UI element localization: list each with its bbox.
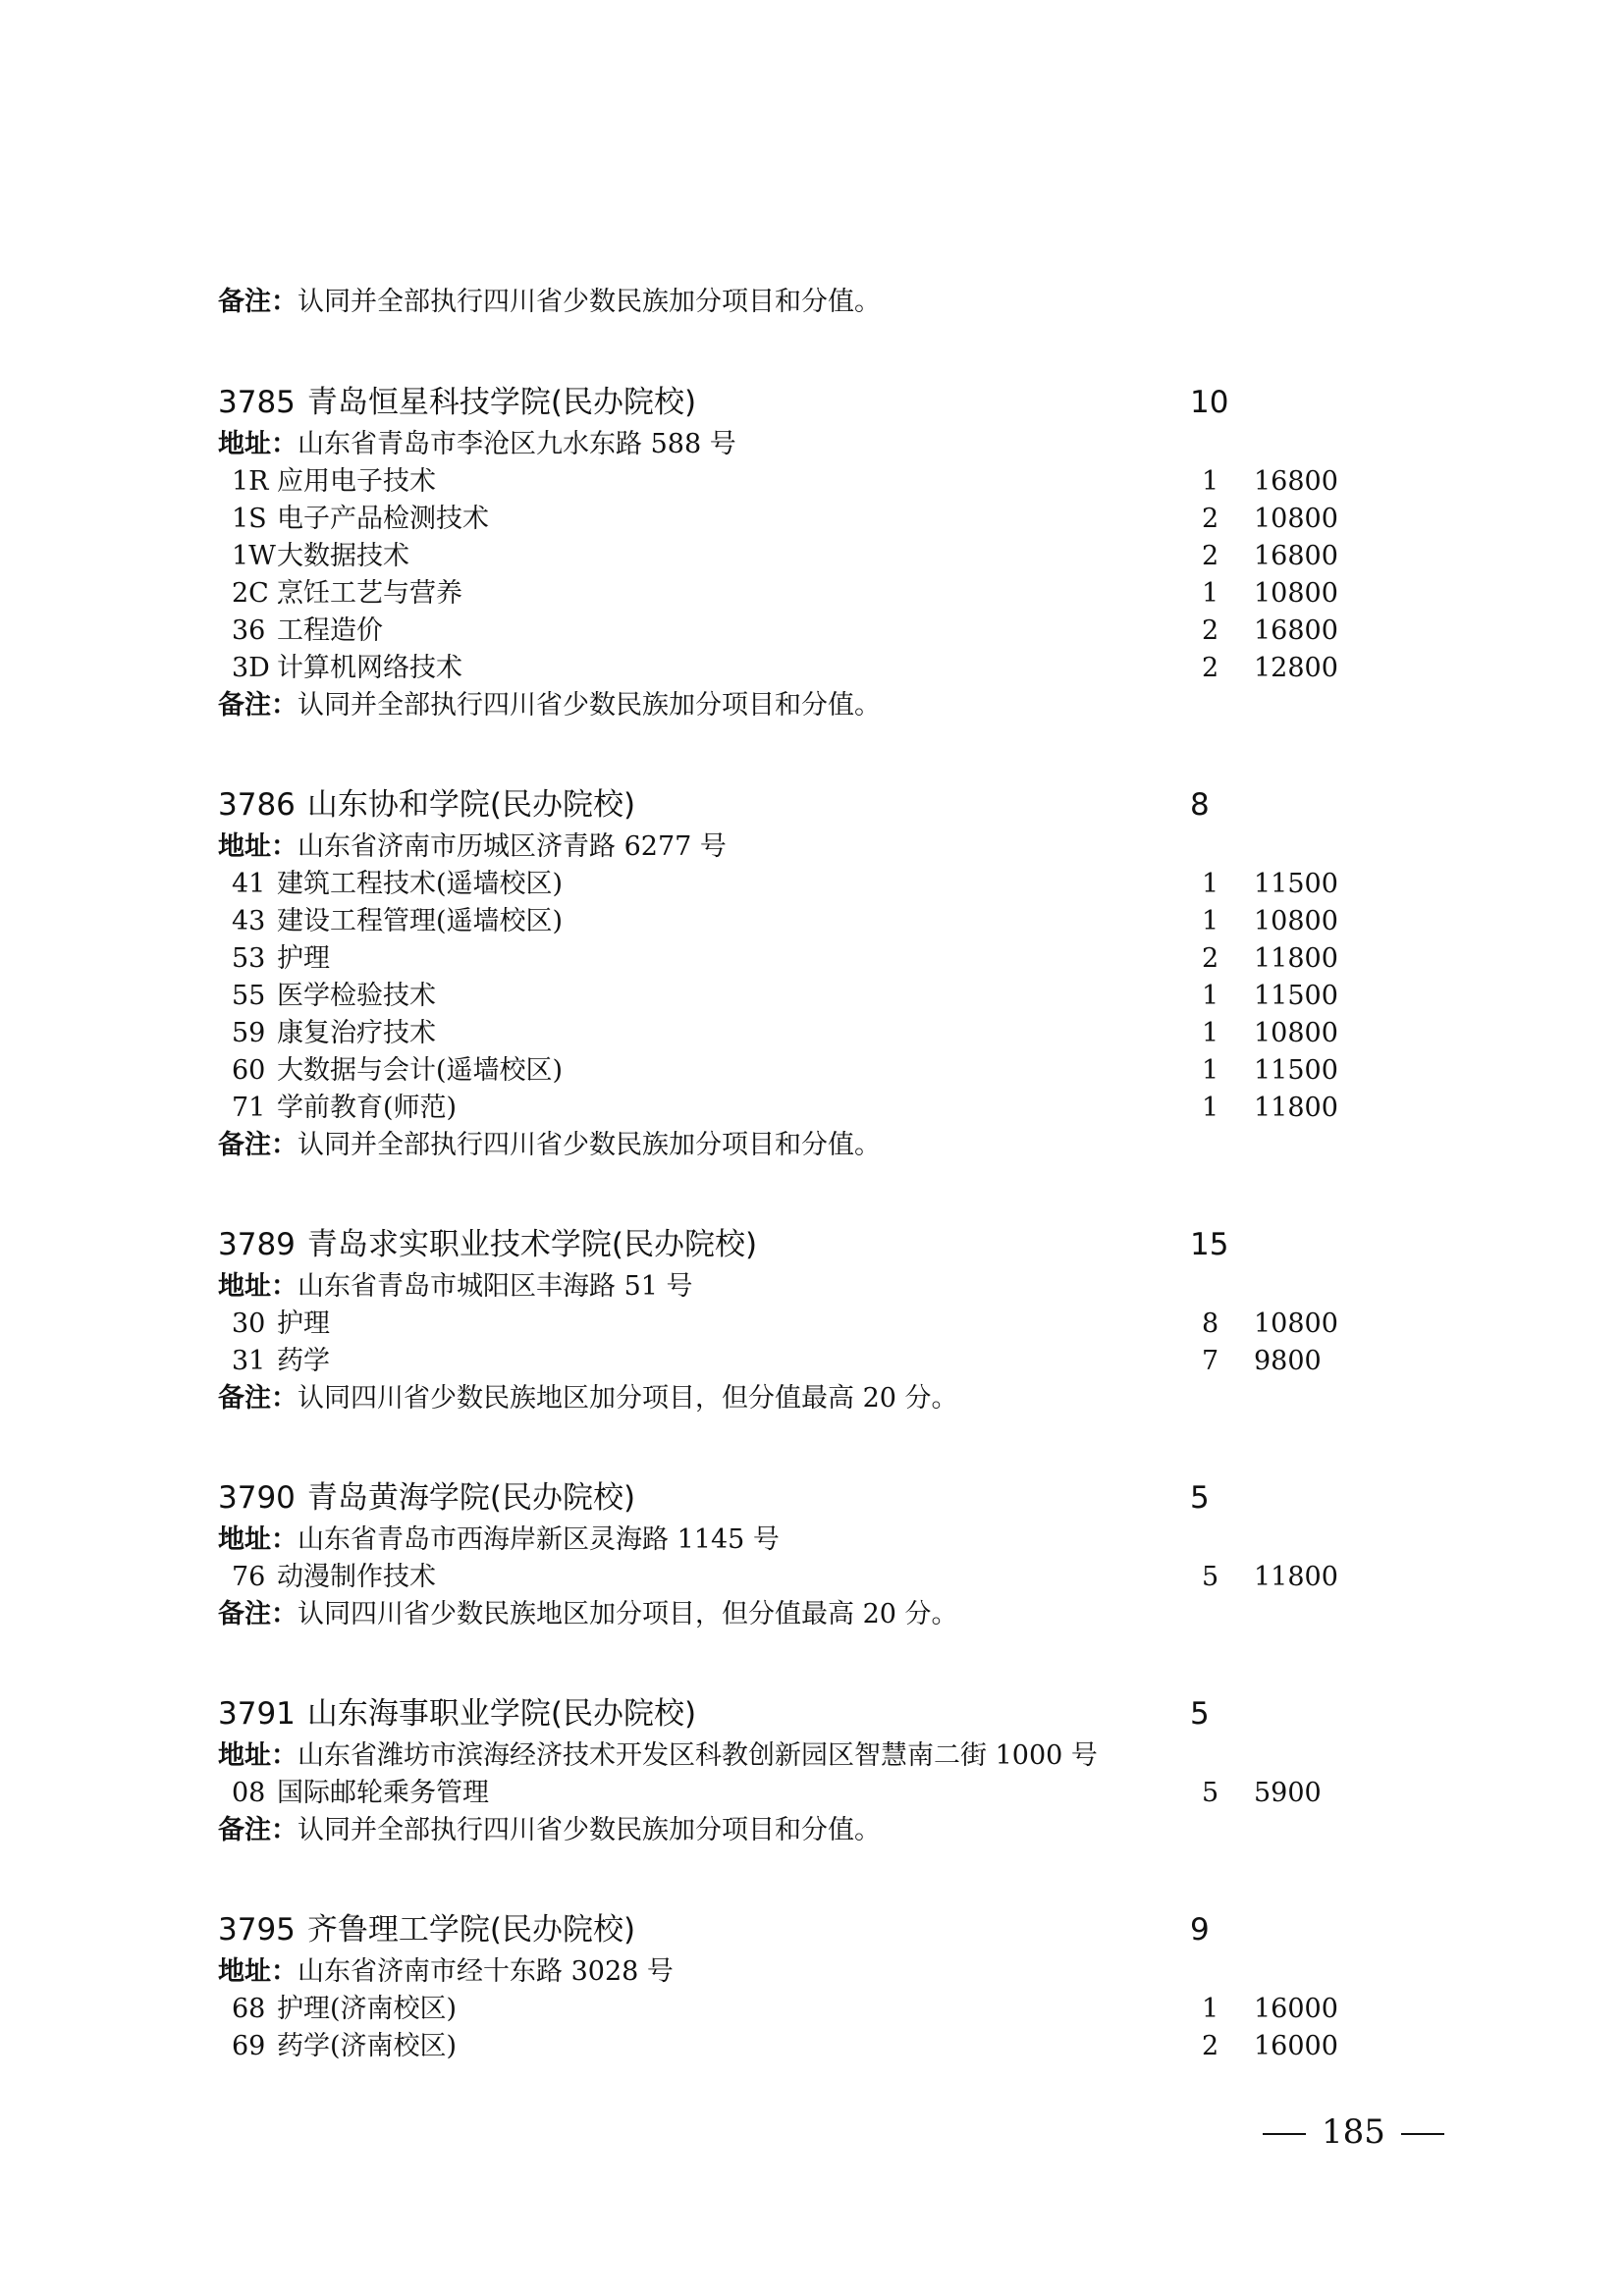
major-row	[218, 1015, 1337, 1052]
major-code: 30	[232, 1308, 266, 1339]
major-tuition: 10800	[1254, 504, 1338, 534]
major-tuition: 16800	[1254, 466, 1338, 497]
major-name: 大数据技术	[277, 541, 409, 571]
school-name: 山东协和学院(民办院校)	[306, 787, 636, 823]
school-name: 青岛黄海学院(民办院校)	[306, 1480, 636, 1516]
major-quota: 1	[1202, 1994, 1219, 2024]
major-tuition: 10800	[1254, 906, 1338, 936]
school-quota: 8	[1190, 787, 1210, 823]
major-quota: 8	[1202, 1308, 1219, 1339]
major-code: 43	[232, 906, 266, 936]
major-tuition: 11500	[1254, 869, 1338, 899]
school-code: 3789	[218, 1227, 296, 1262]
major-name: 学前教育(师范)	[277, 1093, 458, 1123]
major-tuition: 9800	[1254, 1346, 1322, 1376]
major-row	[218, 538, 1337, 575]
major-quota: 1	[1202, 869, 1219, 899]
major-tuition: 10800	[1254, 578, 1338, 609]
note-text: 认同并全部执行四川省少数民族加分项目和分值。	[298, 1815, 881, 1845]
major-name: 康复治疗技术	[277, 1018, 436, 1048]
school-header	[218, 1690, 1337, 1737]
page-content	[218, 283, 1337, 2065]
school-header	[218, 1474, 1337, 1522]
major-quota: 5	[1202, 1778, 1219, 1808]
major-code: 1W	[232, 541, 276, 571]
address-text: 山东省青岛市城阳区丰海路 51 号	[298, 1271, 693, 1302]
note-label: 备注：	[218, 1130, 298, 1160]
major-row	[218, 1559, 1337, 1596]
note-label: 备注：	[218, 1815, 298, 1845]
major-tuition: 16000	[1254, 2031, 1338, 2061]
major-row	[218, 1052, 1337, 1090]
address-text: 山东省济南市经十东路 3028 号	[298, 1956, 674, 1987]
school-code: 3791	[218, 1696, 296, 1732]
address-text: 山东省潍坊市滨海经济技术开发区科教创新园区智慧南二街 1000 号	[298, 1740, 1098, 1771]
major-row	[218, 575, 1337, 613]
school-list	[218, 379, 1337, 2065]
major-name: 护理(济南校区)	[277, 1994, 458, 2024]
note-text: 认同四川省少数民族地区加分项目，但分值最高 20 分。	[298, 1383, 958, 1414]
school-address	[218, 1268, 1337, 1306]
page-number: 185	[1322, 2112, 1385, 2152]
major-quota: 1	[1202, 1093, 1219, 1123]
school-code: 3786	[218, 787, 296, 823]
major-code: 71	[232, 1093, 266, 1123]
major-tuition: 11500	[1254, 1055, 1338, 1086]
major-row	[218, 613, 1337, 650]
major-row	[218, 650, 1337, 687]
address-label: 地址：	[218, 1271, 298, 1302]
major-code: 36	[232, 615, 266, 646]
major-tuition: 16800	[1254, 541, 1338, 571]
school-entry	[218, 379, 1337, 724]
note-label: 备注：	[218, 287, 298, 317]
school-entry	[218, 1690, 1337, 1849]
major-quota: 5	[1202, 1562, 1219, 1592]
page-footer	[1247, 2110, 1460, 2154]
major-row	[218, 978, 1337, 1015]
major-row	[218, 463, 1337, 501]
major-code: 31	[232, 1346, 266, 1376]
major-code: 60	[232, 1055, 266, 1086]
major-tuition: 11500	[1254, 981, 1338, 1011]
major-code: 08	[232, 1778, 266, 1808]
major-name: 国际邮轮乘务管理	[277, 1778, 489, 1808]
school-code: 3785	[218, 385, 296, 420]
school-header	[218, 379, 1337, 426]
address-text: 山东省青岛市李沧区九水东路 588 号	[298, 429, 736, 459]
school-address	[218, 1953, 1337, 1991]
school-address	[218, 828, 1337, 866]
school-note	[218, 1812, 1337, 1849]
note-label: 备注：	[218, 690, 298, 721]
major-row	[218, 1090, 1337, 1127]
major-row	[218, 1775, 1337, 1812]
major-name: 工程造价	[277, 615, 383, 646]
major-name: 应用电子技术	[277, 466, 436, 497]
school-name: 齐鲁理工学院(民办院校)	[306, 1912, 636, 1948]
school-entry	[218, 1221, 1337, 1417]
school-header	[218, 781, 1337, 828]
note-text: 认同并全部执行四川省少数民族加分项目和分值。	[298, 287, 881, 317]
major-quota: 1	[1202, 906, 1219, 936]
major-name: 建筑工程技术(遥墙校区)	[277, 869, 564, 899]
major-name: 大数据与会计(遥墙校区)	[277, 1055, 564, 1086]
major-quota: 1	[1202, 578, 1219, 609]
school-header	[218, 1221, 1337, 1268]
school-code: 3795	[218, 1912, 296, 1948]
major-tuition: 10800	[1254, 1308, 1338, 1339]
major-name: 烹饪工艺与营养	[277, 578, 462, 609]
footer-dash-left	[1263, 2133, 1306, 2135]
major-name: 动漫制作技术	[277, 1562, 436, 1592]
note-label: 备注：	[218, 1599, 298, 1629]
major-tuition: 16000	[1254, 1994, 1338, 2024]
major-code: 55	[232, 981, 266, 1011]
major-quota: 2	[1202, 541, 1219, 571]
major-code: 68	[232, 1994, 266, 2024]
school-address	[218, 1522, 1337, 1559]
school-name: 青岛求实职业技术学院(民办院校)	[306, 1227, 758, 1262]
note-text: 认同四川省少数民族地区加分项目，但分值最高 20 分。	[298, 1599, 958, 1629]
address-label: 地址：	[218, 831, 298, 862]
major-tuition: 11800	[1254, 1093, 1338, 1123]
major-tuition: 10800	[1254, 1018, 1338, 1048]
major-quota: 7	[1202, 1346, 1219, 1376]
school-quota: 10	[1190, 385, 1229, 420]
address-label: 地址：	[218, 429, 298, 459]
major-code: 69	[232, 2031, 266, 2061]
address-text: 山东省济南市历城区济青路 6277 号	[298, 831, 727, 862]
address-label: 地址：	[218, 1524, 298, 1555]
major-tuition: 11800	[1254, 1562, 1338, 1592]
major-code: 1S	[232, 504, 267, 534]
major-code: 41	[232, 869, 266, 899]
major-quota: 2	[1202, 943, 1219, 974]
school-entry	[218, 1906, 1337, 2065]
major-row	[218, 940, 1337, 978]
major-quota: 2	[1202, 504, 1219, 534]
school-note	[218, 1380, 1337, 1417]
major-name: 医学检验技术	[277, 981, 436, 1011]
major-code: 59	[232, 1018, 266, 1048]
school-quota: 15	[1190, 1227, 1229, 1262]
school-entry	[218, 1474, 1337, 1633]
major-name: 护理	[277, 1308, 330, 1339]
school-quota: 5	[1190, 1480, 1210, 1516]
school-note	[218, 1596, 1337, 1633]
major-name: 电子产品检测技术	[277, 504, 489, 534]
major-tuition: 16800	[1254, 615, 1338, 646]
note-text: 认同并全部执行四川省少数民族加分项目和分值。	[298, 690, 881, 721]
address-label: 地址：	[218, 1740, 298, 1771]
school-quota: 5	[1190, 1696, 1210, 1732]
major-row	[218, 1343, 1337, 1380]
school-quota: 9	[1190, 1912, 1210, 1948]
school-address	[218, 426, 1337, 463]
school-address	[218, 1737, 1337, 1775]
major-row	[218, 1991, 1337, 2028]
major-quota: 2	[1202, 615, 1219, 646]
top-note	[218, 283, 1337, 322]
major-row	[218, 903, 1337, 940]
school-name: 青岛恒星科技学院(民办院校)	[306, 385, 697, 420]
school-code: 3790	[218, 1480, 296, 1516]
school-header	[218, 1906, 1337, 1953]
major-quota: 2	[1202, 2031, 1219, 2061]
note-label: 备注：	[218, 1383, 298, 1414]
major-name: 计算机网络技术	[277, 653, 462, 683]
school-name: 山东海事职业学院(民办院校)	[306, 1696, 697, 1732]
major-name: 建设工程管理(遥墙校区)	[277, 906, 564, 936]
major-quota: 1	[1202, 981, 1219, 1011]
major-quota: 1	[1202, 1018, 1219, 1048]
major-row	[218, 501, 1337, 538]
major-tuition: 11800	[1254, 943, 1338, 974]
major-quota: 1	[1202, 466, 1219, 497]
major-code: 3D	[232, 653, 270, 683]
school-note	[218, 687, 1337, 724]
major-quota: 2	[1202, 653, 1219, 683]
major-tuition: 5900	[1254, 1778, 1322, 1808]
major-row	[218, 866, 1337, 903]
school-note	[218, 1127, 1337, 1164]
school-entry	[218, 781, 1337, 1164]
major-row	[218, 2028, 1337, 2065]
note-text: 认同并全部执行四川省少数民族加分项目和分值。	[298, 1130, 881, 1160]
address-text: 山东省青岛市西海岸新区灵海路 1145 号	[298, 1524, 780, 1555]
major-code: 53	[232, 943, 266, 974]
major-row	[218, 1306, 1337, 1343]
major-name: 护理	[277, 943, 330, 974]
footer-dash-right	[1401, 2133, 1444, 2135]
major-quota: 1	[1202, 1055, 1219, 1086]
major-code: 76	[232, 1562, 266, 1592]
major-name: 药学	[277, 1346, 330, 1376]
major-code: 2C	[232, 578, 269, 609]
major-name: 药学(济南校区)	[277, 2031, 458, 2061]
address-label: 地址：	[218, 1956, 298, 1987]
major-tuition: 12800	[1254, 653, 1338, 683]
major-code: 1R	[232, 466, 269, 497]
